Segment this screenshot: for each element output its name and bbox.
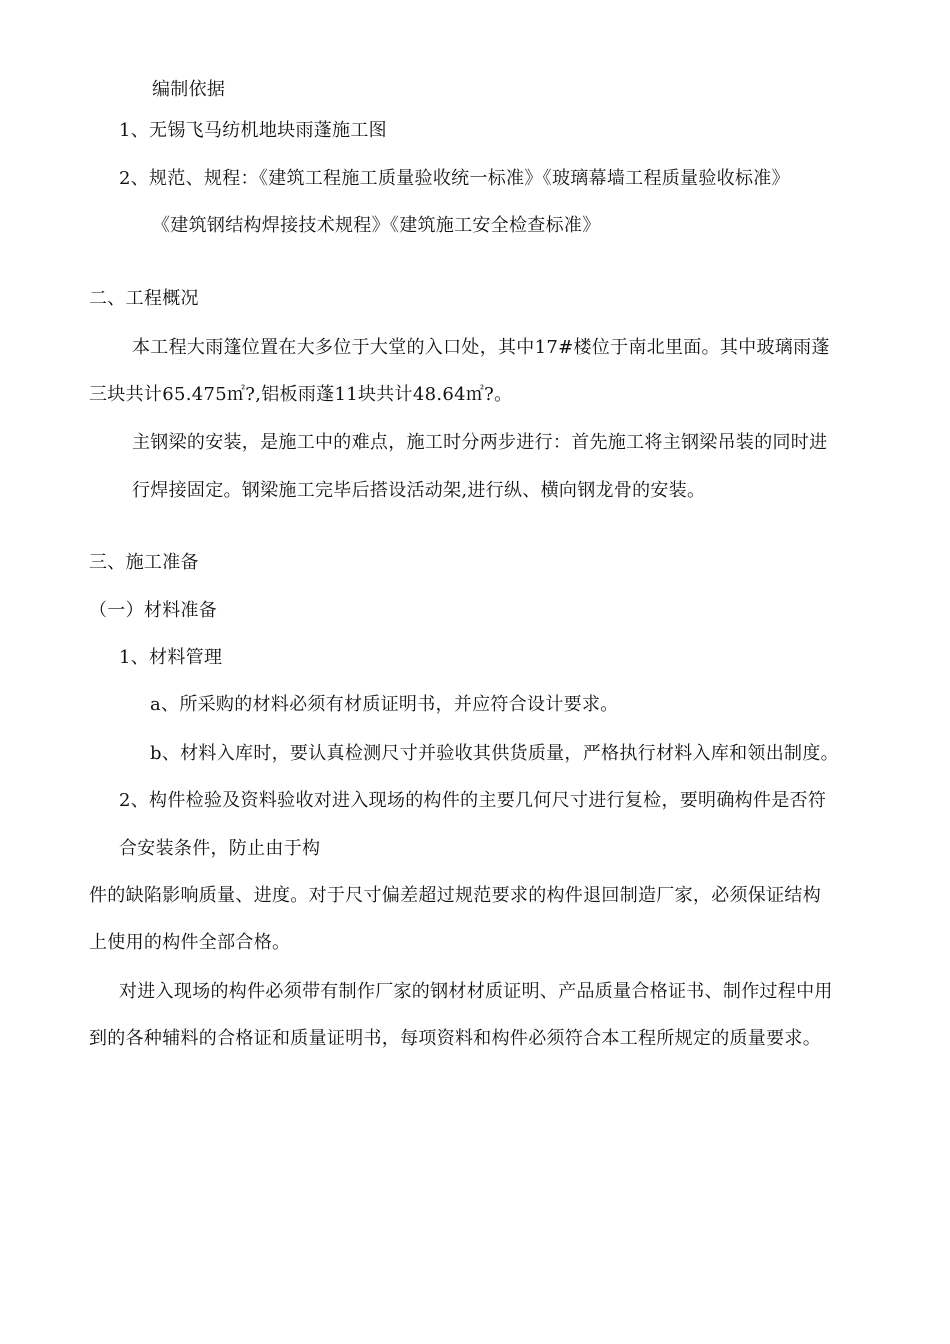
- basis-heading: 编制依据: [152, 79, 226, 100]
- material-item-a: a、所采购的材料必须有材质证明书，并应符合设计要求。: [150, 694, 619, 715]
- basis-item-1: 1、无锡飞马纺机地块雨蓬施工图: [119, 120, 387, 141]
- overview-paragraph-1-line-1: 本工程大雨篷位置在大多位于大堂的入口处，其中17#楼位于南北里面。其中玻璃雨蓬: [132, 337, 830, 358]
- material-management-item: 1、材料管理: [119, 647, 223, 668]
- overview-paragraph-2-line-1: 主钢梁的安装，是施工中的难点，施工时分两步进行：首先施工将主钢梁吊装的同时进: [132, 432, 828, 453]
- overview-heading: 二、工程概况: [89, 288, 199, 309]
- overview-paragraph-1-line-2: 三块共计65.475㎡?,铝板雨蓬11块共计48.64㎡?。: [89, 384, 513, 405]
- inspection-item-line-1: 2、构件检验及资料验收对进入现场的构件的主要几何尺寸进行复检，要明确构件是否符: [119, 790, 827, 811]
- basis-item-2-continued: 《建筑钢结构焊接技术规程》《建筑施工安全检查标准》: [152, 215, 601, 236]
- documentation-paragraph-line-2: 到的各种辅料的合格证和质量证明书，每项资料和构件必须符合本工程所规定的质量要求。: [89, 1028, 821, 1049]
- inspection-item-line-3: 件的缺陷影响质量、进度。对于尺寸偏差超过规范要求的构件退回制造厂家，必须保证结构: [89, 885, 821, 906]
- material-item-b: b、材料入库时，要认真检测尺寸并验收其供货质量，严格执行材料入库和领出制度。: [150, 743, 839, 764]
- preparation-subheading: （一）材料准备: [89, 600, 218, 621]
- overview-paragraph-2-line-2: 行焊接固定。钢梁施工完毕后搭设活动架,进行纵、横向钢龙骨的安装。: [132, 480, 706, 501]
- documentation-paragraph-line-1: 对进入现场的构件必须带有制作厂家的钢材材质证明、产品质量合格证书、制作过程中用: [119, 981, 833, 1002]
- inspection-item-line-2: 合安装条件，防止由于构: [119, 838, 321, 859]
- inspection-item-line-4: 上使用的构件全部合格。: [89, 932, 291, 953]
- basis-item-2: 2、规范、规程：《建筑工程施工质量验收统一标准》《玻璃幕墙工程质量验收标准》: [119, 168, 790, 189]
- preparation-heading: 三、施工准备: [89, 552, 199, 573]
